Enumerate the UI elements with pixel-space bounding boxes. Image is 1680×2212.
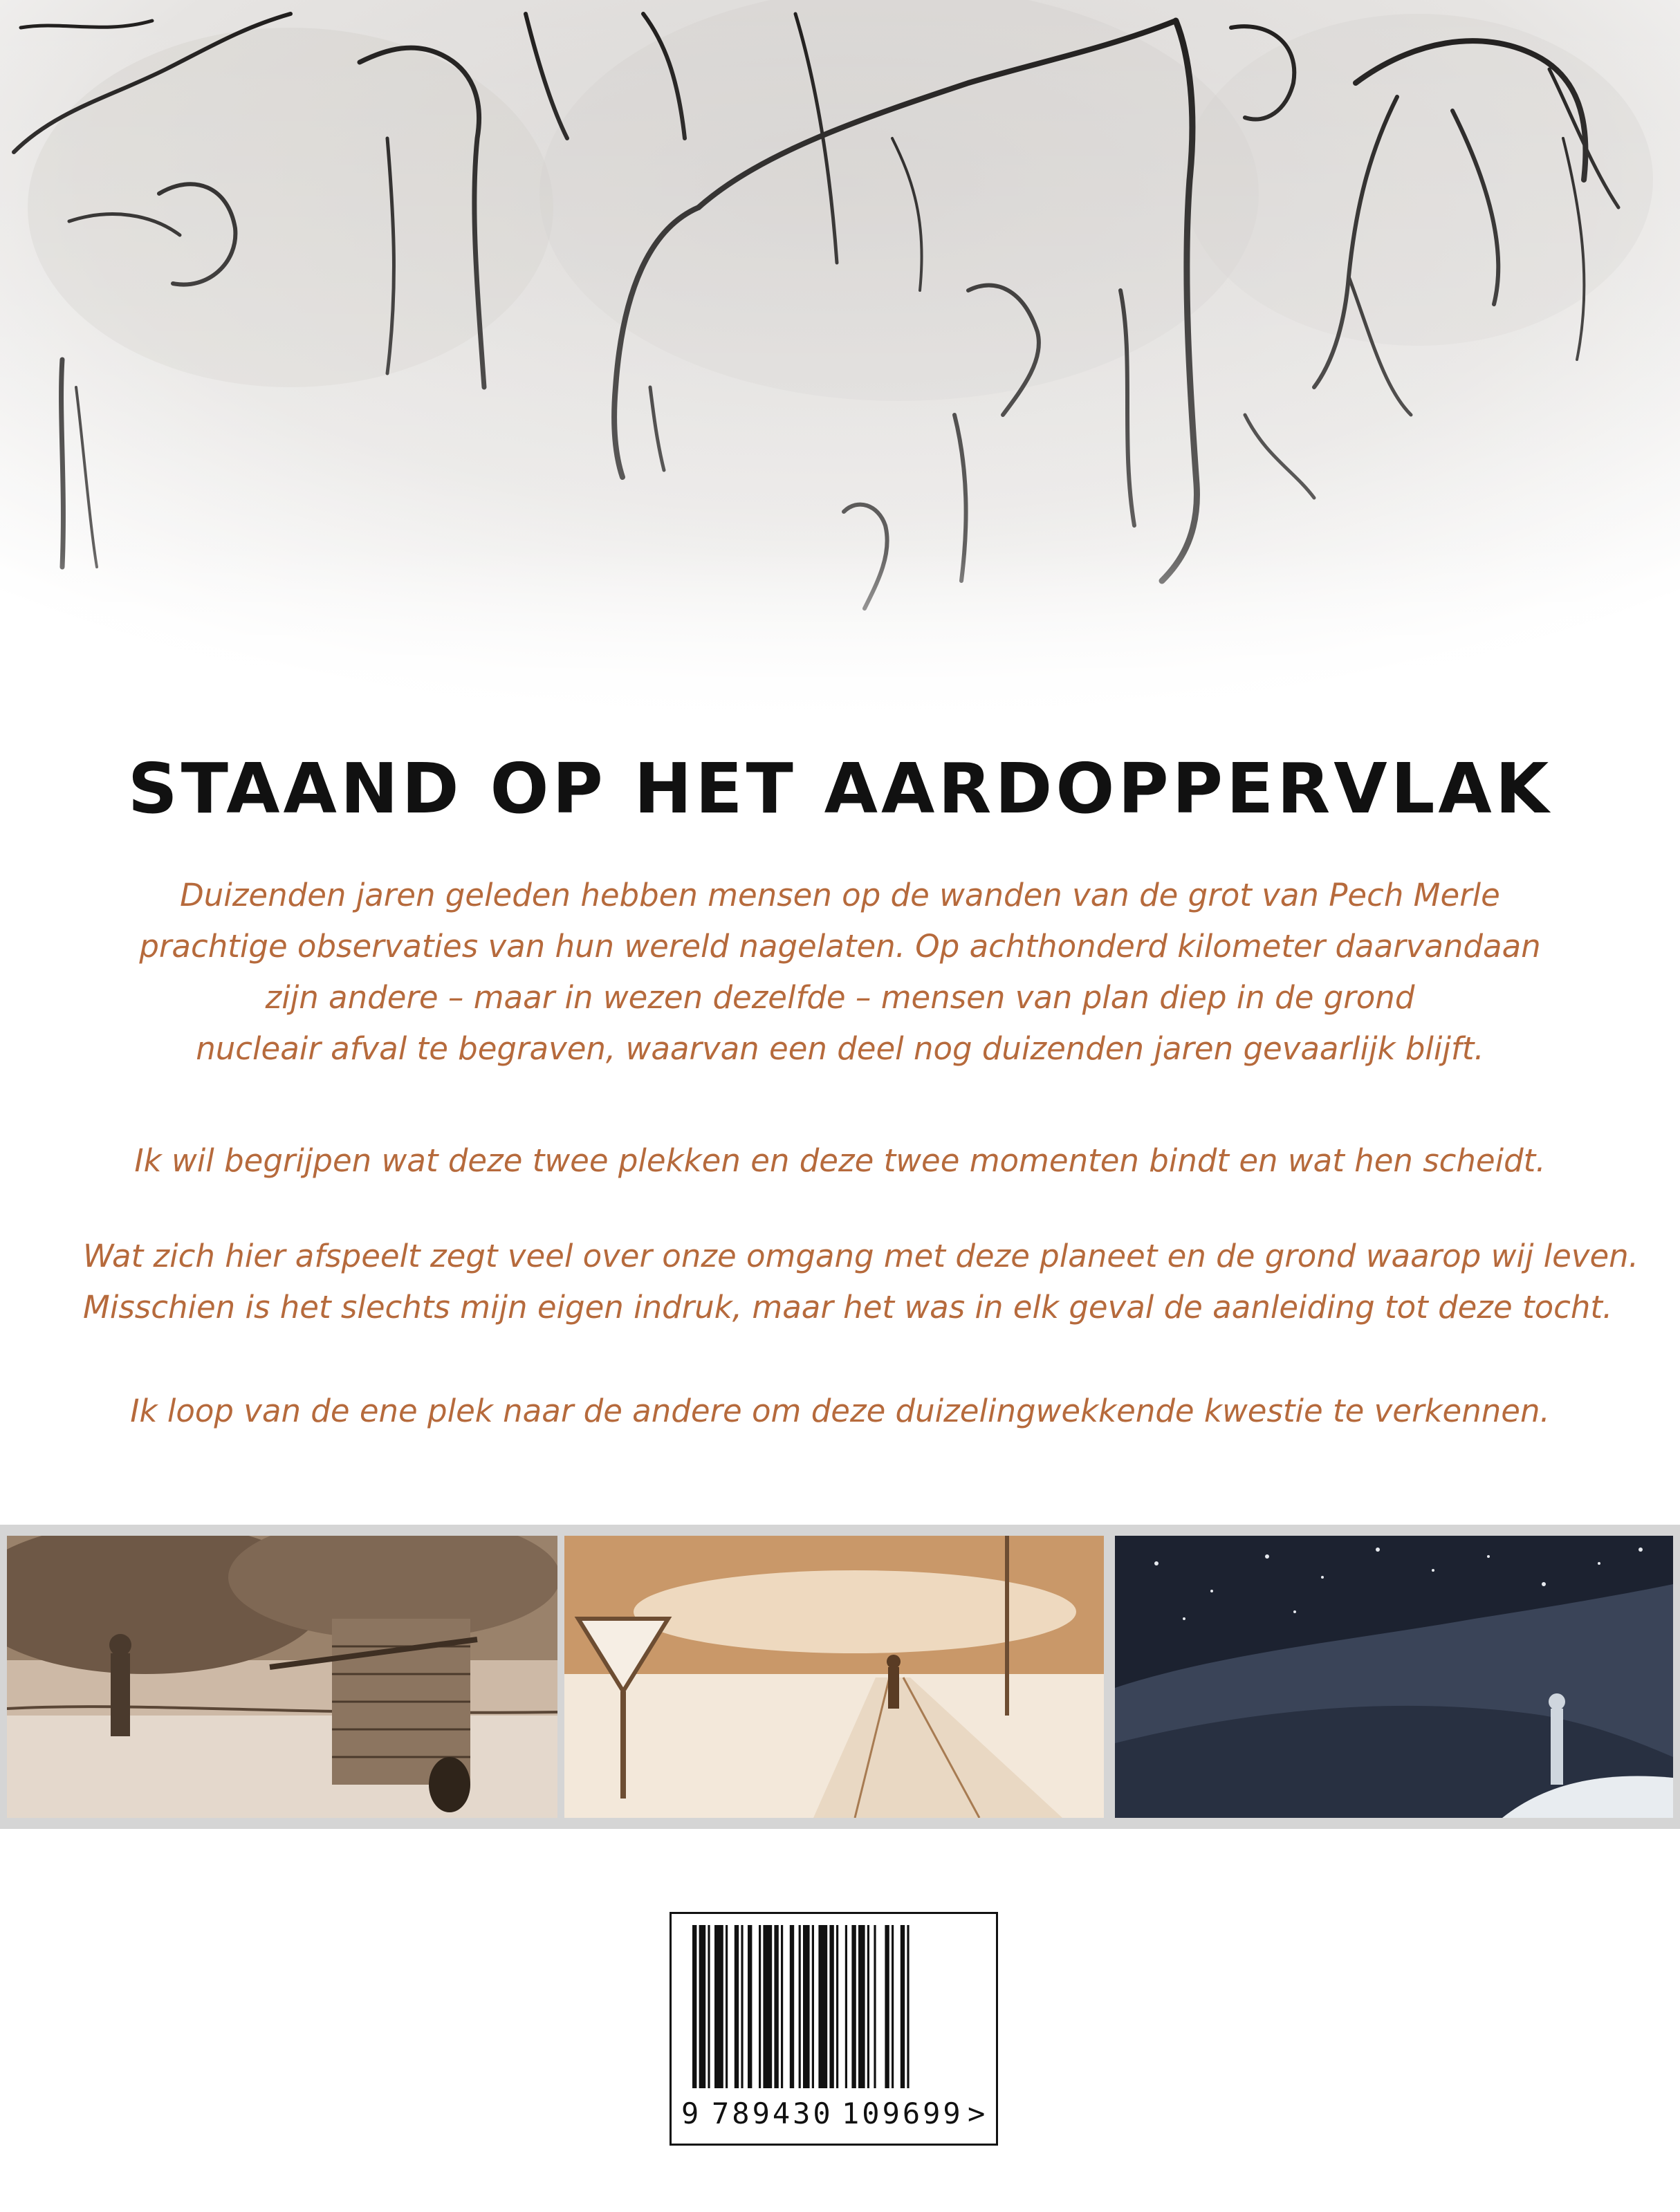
barcode-bar — [741, 1925, 743, 2088]
blurb-line: Wat zich hier afspeelt zegt veel over onze omgang met deze planeet en de grond waarop wij leven. — [83, 1238, 1639, 1274]
barcode-group-1: 789430 — [712, 2097, 833, 2130]
barcode-leading-digit: 9 — [681, 2097, 699, 2130]
barcode-bar — [763, 1925, 772, 2088]
barcode-bar — [829, 1925, 833, 2088]
blurb-paragraph-4 — [83, 1386, 1597, 1437]
blurb-line: Duizenden jaren geleden hebben mensen op de wanden van de grot van Pech Merle — [180, 877, 1500, 913]
barcode-bar — [858, 1925, 865, 2088]
barcode-bar — [851, 1925, 856, 2088]
blurb-line: Ik loop van de ene plek naar de andere om deze duizelingwekkende kwestie te verkennen. — [130, 1393, 1550, 1429]
barcode-bar — [781, 1925, 783, 2088]
barcode-bar — [759, 1925, 761, 2088]
barcode-trailing-mark: > — [968, 2097, 986, 2130]
road-panel — [564, 1536, 1104, 1818]
blurb-line: Misschien is het slechts mijn eigen indruk, maar het was in elk geval de aanleiding tot deze tocht. — [83, 1289, 1613, 1326]
barcode-bar — [708, 1925, 710, 2088]
barcode-bar — [714, 1925, 723, 2088]
barcode-bar — [748, 1925, 752, 2088]
riverbank-panel — [7, 1536, 557, 1818]
book-title: STAAND OP HET AARDOPPERVLAK — [127, 748, 1553, 829]
barcode-bar — [845, 1925, 847, 2088]
barcode-bar — [699, 1925, 706, 2088]
barcode-bar — [692, 1925, 696, 2088]
blurb-paragraph-2 — [83, 1135, 1597, 1187]
barcode-bar — [803, 1925, 810, 2088]
barcode-bar — [812, 1925, 814, 2088]
isbn-barcode — [670, 1912, 998, 2146]
barcode-bar — [790, 1925, 794, 2088]
blurb-line: prachtige observaties van hun wereld nagelaten. Op achthonderd kilometer daarvandaan — [139, 928, 1541, 965]
barcode-bar — [799, 1925, 801, 2088]
night-sky-panel — [1115, 1536, 1673, 1818]
illustration-strip — [0, 1525, 1680, 1829]
barcode-bar — [885, 1925, 889, 2088]
barcode-bar — [774, 1925, 778, 2088]
barcode-bar — [867, 1925, 869, 2088]
barcode-bar — [818, 1925, 827, 2088]
barcode-bar — [907, 1925, 909, 2088]
blurb-paragraph-1 — [83, 870, 1597, 1075]
barcode-bar — [874, 1925, 876, 2088]
blurb-line: nucleair afval te begraven, waarvan een deel nog duizenden jaren gevaarlijk blijft. — [196, 1030, 1484, 1067]
blurb-line: zijn andere – maar in wezen dezelfde – mensen van plan diep in de grond — [265, 979, 1415, 1016]
barcode-bar — [735, 1925, 739, 2088]
barcode-bar — [892, 1925, 894, 2088]
cave-drawing-illustration — [0, 0, 1680, 733]
barcode-bar — [836, 1925, 838, 2088]
blurb-line: Ik wil begrijpen wat deze twee plekken en deze twee momenten bindt en wat hen scheidt. — [134, 1142, 1546, 1179]
barcode-bar — [901, 1925, 905, 2088]
barcode-bar — [726, 1925, 728, 2088]
barcode-group-2: 109699 — [842, 2097, 963, 2130]
blurb-paragraph-3 — [83, 1231, 1639, 1333]
